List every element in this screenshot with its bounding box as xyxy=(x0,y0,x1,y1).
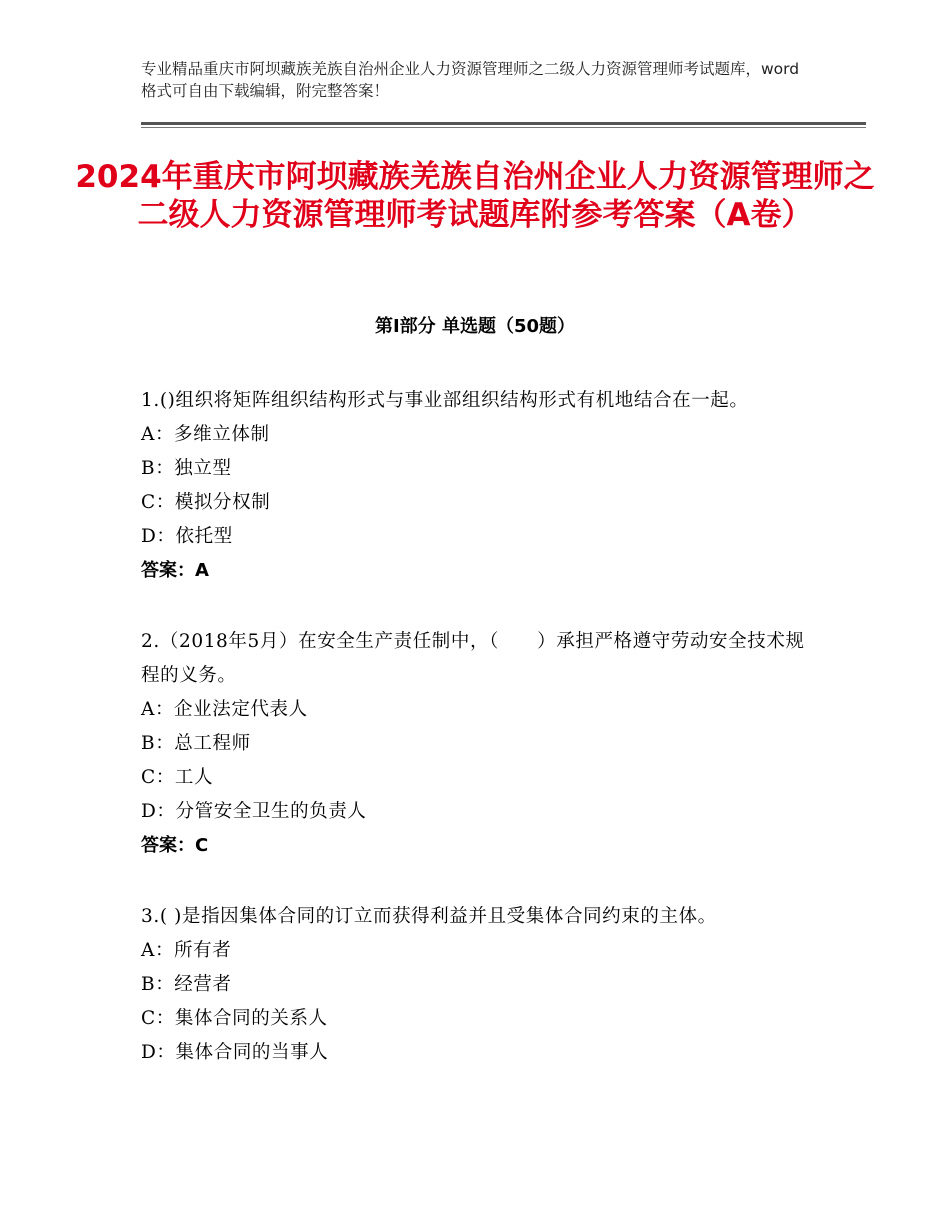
header-divider-thin xyxy=(141,127,866,128)
option-d: D：依托型 xyxy=(141,526,233,547)
header-divider-thick xyxy=(141,122,866,125)
question-gap xyxy=(141,588,811,625)
option-c: C：工人 xyxy=(141,767,214,788)
question-gap xyxy=(141,863,811,900)
question-text: 2.（2018年5月）在安全生产责任制中，（ ）承担严格遵守劳动安全技术规程的义务。 xyxy=(141,631,805,686)
option-c: C：模拟分权制 xyxy=(141,492,271,513)
option-a: A：多维立体制 xyxy=(141,424,270,445)
header-note: 专业精品重庆市阿坝藏族羌族自治州企业人力资源管理师之二级人力资源管理师考试题库，word格式可自由下载编辑，附完整答案！ xyxy=(141,60,800,100)
question-2 xyxy=(141,625,811,863)
option-a: A：企业法定代表人 xyxy=(141,699,308,720)
option-d: D：分管安全卫生的负责人 xyxy=(141,801,367,822)
answer-line: 答案：C xyxy=(141,835,209,856)
question-3 xyxy=(141,900,811,1070)
question-text: 1.()组织将矩阵组织结构形式与事业部组织结构形式有机地结合在一起。 xyxy=(141,390,749,411)
option-b: B：总工程师 xyxy=(141,733,251,754)
section-heading: 第Ⅰ部分 单选题（50题） xyxy=(374,316,575,337)
question-1 xyxy=(141,384,811,588)
option-a: A：所有者 xyxy=(141,940,232,961)
question-list xyxy=(141,384,811,1070)
option-c: C：集体合同的关系人 xyxy=(141,1008,328,1029)
option-d: D：集体合同的当事人 xyxy=(141,1042,329,1063)
option-b: B：独立型 xyxy=(141,458,232,479)
document-title: 2024年重庆市阿坝藏族羌族自治州企业人力资源管理师之二级人力资源管理师考试题库附参考答案（A卷） xyxy=(75,159,875,233)
answer-line: 答案：A xyxy=(141,560,209,581)
option-b: B：经营者 xyxy=(141,974,232,995)
question-text: 3.( )是指因集体合同的订立而获得利益并且受集体合同约束的主体。 xyxy=(141,906,717,927)
